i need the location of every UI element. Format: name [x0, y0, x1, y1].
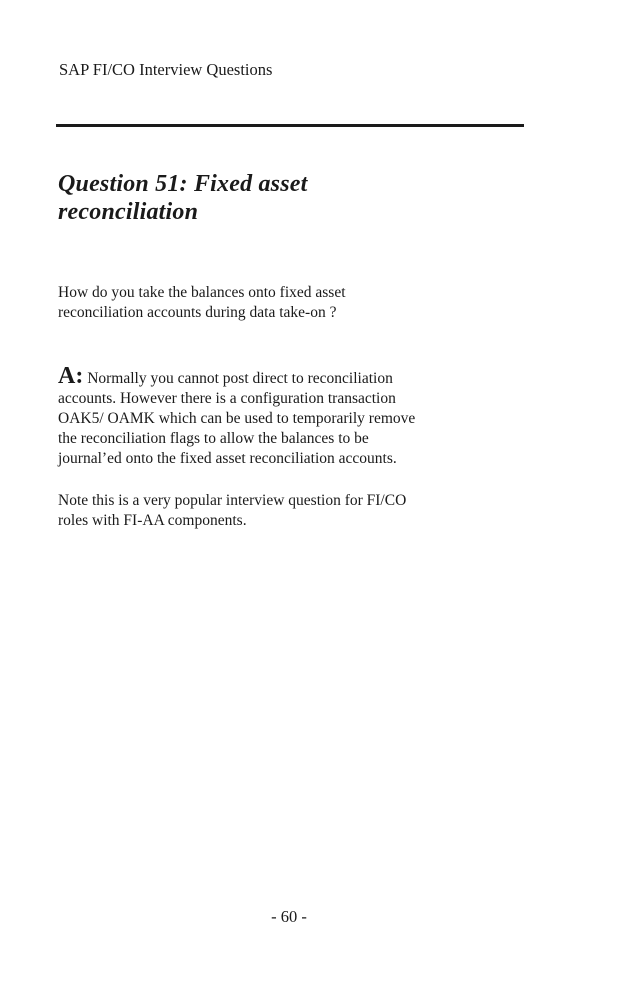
- question-text-line: reconciliation accounts during data take-on ?: [58, 304, 337, 321]
- running-header-title: SAP FI/CO Interview Questions: [59, 60, 273, 79]
- header-divider: [56, 124, 524, 127]
- answer-line: journal’ed onto the fixed asset reconciliation accounts.: [58, 450, 397, 467]
- note-paragraph: [58, 491, 528, 531]
- note-line: Note this is a very popular interview question for FI/CO: [58, 492, 407, 509]
- question-title-line: reconciliation: [58, 199, 199, 225]
- page-number: - 60 -: [271, 907, 307, 926]
- answer-first-line-text: Normally you cannot post direct to reconciliation: [83, 370, 393, 387]
- answer-paragraph: [58, 363, 528, 469]
- question-title-line: Question 51: Fixed asset: [58, 171, 308, 197]
- answer-line: OAK5/ OAMK which can be used to temporarily remove: [58, 410, 416, 427]
- question-text: [58, 283, 518, 323]
- note-line: roles with FI-AA components.: [58, 512, 247, 529]
- question-text-line: How do you take the balances onto fixed asset: [58, 284, 346, 301]
- answer-first-line: [58, 363, 528, 389]
- answer-line: accounts. However there is a configuration transaction: [58, 390, 396, 407]
- answer-marker: A:: [58, 363, 84, 389]
- question-title: [58, 170, 518, 226]
- answer-line: the reconciliation flags to allow the balances to be: [58, 430, 369, 447]
